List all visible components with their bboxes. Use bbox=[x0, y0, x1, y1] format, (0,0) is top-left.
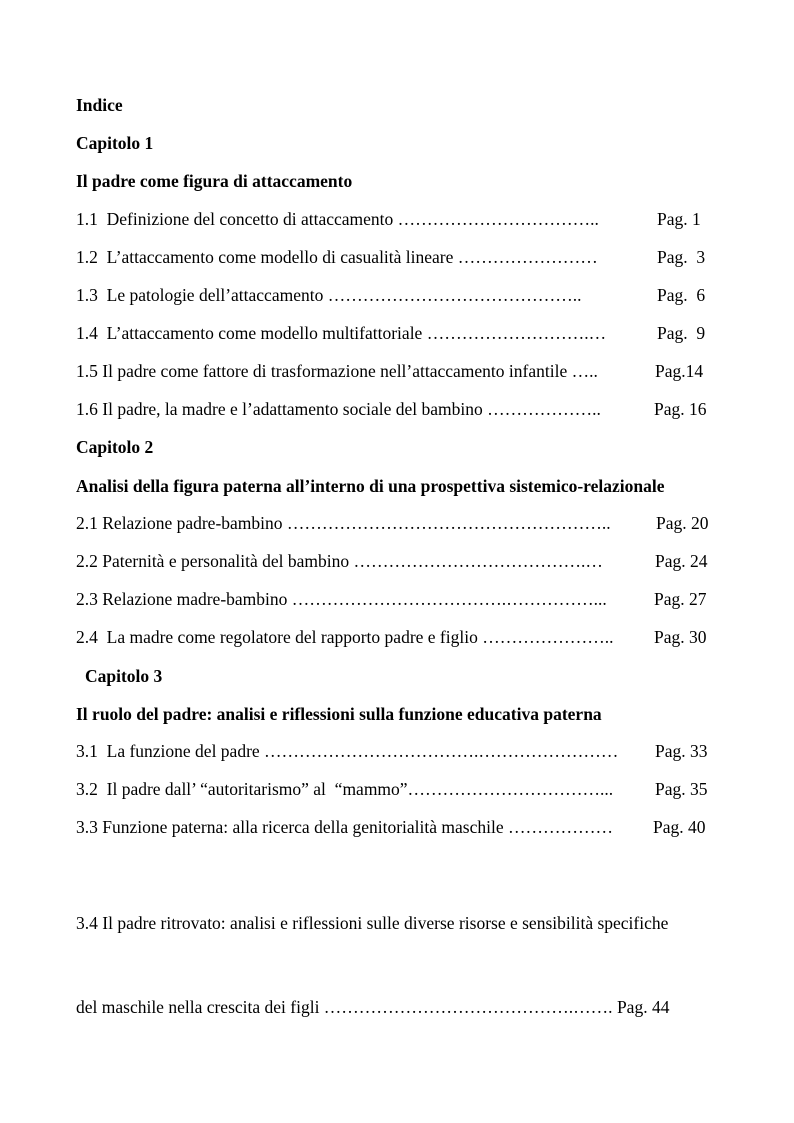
toc-entry-2-1[interactable] bbox=[76, 512, 716, 534]
toc-entry-1-6[interactable] bbox=[76, 398, 716, 420]
toc-entry-1-4[interactable] bbox=[76, 322, 716, 344]
chapter-3-title: Il ruolo del padre: analisi e riflessioni sulla funzione educativa paterna bbox=[76, 704, 602, 724]
toc-entry-text-line-2-text: del maschile nella crescita dei figli …………………………………….……. bbox=[76, 997, 613, 1017]
toc-entry-text: 1.2 L’attaccamento come modello di casualità lineare …………………… bbox=[76, 247, 598, 267]
toc-entry-page: Pag. 1 bbox=[657, 209, 701, 229]
toc-entry-page: Pag. 9 bbox=[657, 323, 706, 343]
toc-entry-text: 2.3 Relazione madre-bambino ……………………………….……………... bbox=[76, 589, 607, 609]
toc-entry-page: Pag. 44 bbox=[616, 997, 670, 1017]
toc-entry-text: 3.2 Il padre dall’ “autoritarismo” al “mammo”……………………………... bbox=[76, 779, 614, 799]
chapter-2-title: Analisi della figura paterna all’interno di una prospettiva sistemico-relazionale bbox=[76, 476, 665, 496]
toc-entry-text: 2.4 La madre come regolatore del rapporto padre e figlio ………………….. bbox=[76, 627, 614, 647]
toc-entry-3-1[interactable] bbox=[76, 740, 716, 762]
toc-entry-text: 2.1 Relazione padre-bambino ……………………………………………….. bbox=[76, 513, 611, 533]
toc-entry-1-5[interactable] bbox=[76, 360, 716, 382]
toc-entry-page: Pag. 16 bbox=[654, 399, 707, 419]
chapter-1-title: Il padre come figura di attaccamento bbox=[76, 171, 353, 191]
toc-entry-2-3[interactable] bbox=[76, 588, 716, 610]
toc-entry-text-line-1: 3.4 Il padre ritrovato: analisi e riflessioni sulle diverse risorse e sensibilità specifiche bbox=[76, 913, 669, 933]
toc-entry-text-line-2 bbox=[76, 993, 726, 1021]
chapter-3-label: Capitolo 3 bbox=[85, 666, 163, 686]
toc-entry-3-3[interactable] bbox=[76, 816, 716, 838]
toc-entry-1-1[interactable] bbox=[76, 208, 716, 230]
toc-entry-page: Pag. 30 bbox=[654, 627, 707, 647]
chapter-2-label: Capitolo 2 bbox=[76, 437, 154, 457]
toc-entry-page: Pag. 20 bbox=[656, 513, 709, 533]
toc-entry-text: 1.5 Il padre come fattore di trasformazione nell’attaccamento infantile ….. bbox=[76, 361, 598, 381]
toc-entry-2-4[interactable] bbox=[76, 626, 716, 648]
toc-entry-page: Pag. 33 bbox=[655, 741, 708, 761]
toc-entry-page: Pag.14 bbox=[655, 361, 704, 381]
toc-entry-text: 1.1 Definizione del concetto di attaccamento …………………………….. bbox=[76, 209, 599, 229]
toc-entry-3-2[interactable] bbox=[76, 778, 716, 800]
toc-entry-page: Pag. 6 bbox=[657, 285, 706, 305]
toc-entry-page: Pag. 24 bbox=[655, 551, 708, 571]
toc-entry-page: Pag. 27 bbox=[654, 589, 707, 609]
toc-entry-text: 3.3 Funzione paterna: alla ricerca della genitorialità maschile ……………… bbox=[76, 817, 613, 837]
chapter-1-label: Capitolo 1 bbox=[76, 133, 154, 153]
toc-entry-text: 3.1 La funzione del padre ……………………………….…………………… bbox=[76, 741, 619, 761]
toc-entry-page: Pag. 40 bbox=[653, 817, 706, 837]
toc-entry-1-2[interactable] bbox=[76, 246, 716, 268]
toc-entry-page: Pag. 35 bbox=[655, 779, 708, 799]
toc-entry-text: 1.4 L’attaccamento come modello multifattoriale ……………………….… bbox=[76, 323, 607, 343]
toc-entry-1-3[interactable] bbox=[76, 284, 716, 306]
toc-entry-text: 1.6 Il padre, la madre e l’adattamento sociale del bambino ……………….. bbox=[76, 399, 601, 419]
toc-entry-page: Pag. 3 bbox=[657, 247, 706, 267]
toc-entry-text: 1.3 Le patologie dell’attaccamento …………………………………….. bbox=[76, 285, 582, 305]
toc-entry-text: 2.2 Paternità e personalità del bambino ………………………………….… bbox=[76, 551, 603, 571]
toc-entry-3-4[interactable] bbox=[76, 853, 726, 1049]
index-heading: Indice bbox=[76, 95, 123, 115]
toc-entry-2-2[interactable] bbox=[76, 550, 716, 572]
